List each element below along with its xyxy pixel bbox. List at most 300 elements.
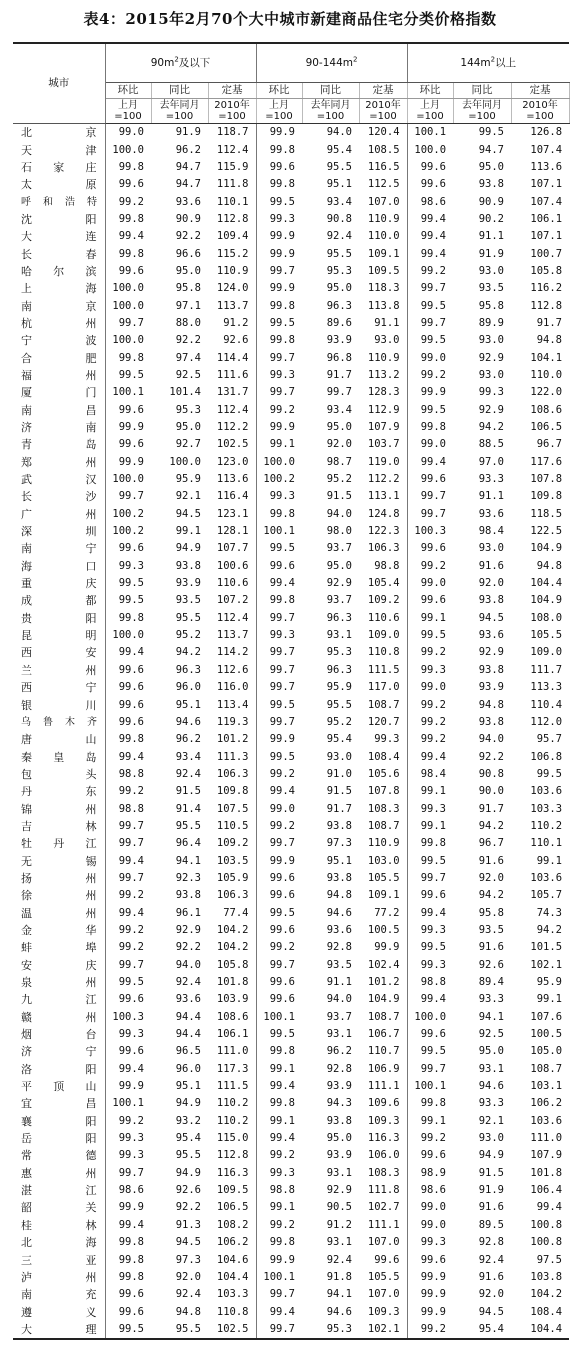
index-value-cell: 92.7 [175, 438, 201, 451]
index-value-cell: 100.1 [407, 1078, 453, 1095]
index-value-cell: 99.9 [256, 852, 302, 869]
index-value-cell: 104.9 [367, 993, 400, 1006]
city-name-cell: 长春 [13, 245, 105, 262]
base-header-cell: 2010年=100 [511, 99, 569, 124]
index-value-cell: 93.6 [175, 195, 201, 208]
table-row [13, 1009, 569, 1026]
index-value-cell: 99.5 [256, 696, 302, 713]
index-value-cell: 96.3 [326, 611, 352, 624]
index-value-cell: 99.4 [256, 1130, 302, 1147]
index-value-cell: 93.7 [326, 1010, 352, 1023]
table-row [13, 1303, 569, 1320]
index-value-cell: 99.6 [105, 991, 151, 1008]
index-value-cell: 105.8 [530, 264, 563, 277]
index-value-cell: 99.7 [407, 315, 453, 332]
index-value-cell: 99.1 [407, 1113, 453, 1130]
index-value-cell: 108.7 [367, 698, 400, 711]
city-name-cell: 济南 [13, 419, 105, 436]
index-value-cell: 93.6 [478, 629, 505, 642]
city-name-cell: 西宁 [13, 679, 105, 696]
table-row [13, 402, 569, 419]
table-row [13, 887, 569, 904]
index-value-cell: 100.1 [105, 1095, 151, 1112]
index-value-cell: 100.0 [105, 297, 151, 314]
index-value-cell: 93.1 [478, 1062, 505, 1075]
index-value-cell: 104.9 [530, 542, 563, 555]
table-row [13, 1147, 569, 1164]
index-value-cell: 95.3 [326, 264, 352, 277]
table-row [13, 384, 569, 401]
index-value-cell: 112.0 [530, 715, 563, 728]
index-value-cell: 99.4 [256, 575, 302, 592]
index-value-cell: 99.5 [256, 540, 302, 557]
index-value-cell: 112.9 [367, 403, 400, 416]
index-value-cell: 92.4 [175, 1288, 201, 1301]
index-value-cell: 112.2 [216, 421, 249, 434]
index-value-cell: 99.2 [256, 402, 302, 419]
index-value-cell: 106.1 [530, 212, 563, 225]
table-row [13, 575, 569, 592]
table-row [13, 679, 569, 696]
index-value-cell: 95.9 [326, 681, 352, 694]
index-value-cell: 99.0 [256, 800, 302, 817]
table-row [13, 471, 569, 488]
index-value-cell: 98.4 [478, 525, 505, 538]
index-value-cell: 119.0 [367, 455, 400, 468]
index-value-cell: 106.0 [367, 1149, 400, 1162]
index-value-cell: 101.8 [530, 1166, 563, 1179]
index-value-cell: 99.8 [407, 419, 453, 436]
index-value-cell: 100.0 [105, 332, 151, 349]
index-value-cell: 99.2 [105, 783, 151, 800]
city-name-cell: 郑州 [13, 454, 105, 471]
index-value-cell: 99.4 [256, 783, 302, 800]
index-value-cell: 99.3 [407, 957, 453, 974]
index-value-cell: 96.7 [478, 837, 505, 850]
index-value-cell: 95.0 [175, 421, 201, 434]
index-value-cell: 99.4 [407, 228, 453, 245]
index-value-cell: 99.5 [407, 939, 453, 956]
index-value-cell: 110.7 [367, 1045, 400, 1058]
index-value-cell: 115.9 [216, 160, 249, 173]
index-value-cell: 91.1 [326, 976, 352, 989]
index-value-cell: 99.7 [105, 1165, 151, 1182]
index-value-cell: 111.3 [216, 750, 249, 763]
index-value-cell: 100.1 [105, 384, 151, 401]
index-value-cell: 95.3 [326, 646, 352, 659]
index-value-cell: 111.8 [367, 1184, 400, 1197]
index-value-cell: 106.3 [216, 767, 249, 780]
index-value-cell: 100.0 [169, 455, 201, 468]
index-value-cell: 98.6 [105, 1182, 151, 1199]
index-value-cell: 99.5 [407, 332, 453, 349]
table-row [13, 488, 569, 505]
city-name-cell: 泸州 [13, 1269, 105, 1286]
table-row [13, 939, 569, 956]
index-value-cell: 92.1 [175, 490, 201, 503]
index-value-cell: 93.0 [478, 264, 505, 277]
city-name-cell: 北京 [13, 124, 105, 142]
table-row [13, 263, 569, 280]
index-value-cell: 99.3 [256, 367, 302, 384]
index-value-cell: 122.0 [530, 386, 563, 399]
index-value-cell: 95.2 [175, 629, 201, 642]
table-row [13, 1251, 569, 1268]
index-value-cell: 99.4 [105, 1061, 151, 1078]
index-value-cell: 99.5 [105, 974, 151, 991]
index-value-cell: 91.6 [478, 941, 505, 954]
city-name-cell: 惠州 [13, 1165, 105, 1182]
index-value-cell: 102.7 [367, 1201, 400, 1214]
base-header-cell: 上月=100 [256, 99, 302, 124]
index-value-cell: 103.7 [367, 438, 400, 451]
index-value-cell: 93.0 [374, 334, 400, 347]
index-value-cell: 99.2 [105, 1113, 151, 1130]
index-value-cell: 99.1 [256, 1061, 302, 1078]
index-value-cell: 94.9 [175, 542, 201, 555]
index-value-cell: 94.6 [326, 1305, 352, 1318]
index-value-cell: 107.0 [367, 1288, 400, 1301]
index-value-cell: 94.6 [326, 906, 352, 919]
index-value-cell: 99.5 [256, 748, 302, 765]
index-value-cell: 104.4 [530, 577, 563, 590]
index-value-cell: 93.0 [326, 750, 352, 763]
index-value-cell: 97.4 [175, 351, 201, 364]
index-value-cell: 91.5 [326, 785, 352, 798]
index-value-cell: 99.5 [256, 904, 302, 921]
index-value-cell: 92.9 [478, 403, 505, 416]
index-value-cell: 93.1 [326, 1236, 352, 1249]
index-value-cell: 99.3 [256, 488, 302, 505]
index-value-cell: 100.5 [530, 1028, 563, 1041]
index-value-cell: 99.8 [407, 835, 453, 852]
index-value-cell: 99.1 [256, 1113, 302, 1130]
index-value-cell: 99.8 [105, 159, 151, 176]
index-value-cell: 100.2 [105, 523, 151, 540]
index-value-cell: 99.3 [105, 1147, 151, 1164]
index-value-cell: 109.0 [530, 646, 563, 659]
table-row [13, 1043, 569, 1060]
index-value-cell: 94.0 [478, 733, 505, 746]
index-value-cell: 113.8 [367, 299, 400, 312]
index-value-cell: 95.2 [326, 715, 352, 728]
index-value-cell: 99.7 [256, 662, 302, 679]
index-value-cell: 109.3 [367, 1114, 400, 1127]
index-value-cell: 92.2 [175, 941, 201, 954]
index-value-cell: 111.0 [530, 1132, 563, 1145]
index-value-cell: 110.2 [530, 819, 563, 832]
index-value-cell: 99.4 [407, 454, 453, 471]
index-value-cell: 77.2 [374, 906, 400, 919]
index-value-cell: 89.5 [478, 1218, 505, 1231]
index-value-cell: 110.4 [530, 698, 563, 711]
index-value-cell: 115.0 [216, 1132, 249, 1145]
index-value-cell: 91.2 [326, 1218, 352, 1231]
index-value-cell: 113.6 [216, 473, 249, 486]
index-value-cell: 105.9 [216, 871, 249, 884]
index-value-cell: 91.6 [478, 559, 505, 572]
index-value-cell: 93.6 [326, 923, 352, 936]
index-value-cell: 99.3 [407, 1234, 453, 1251]
index-value-cell: 103.3 [216, 1288, 249, 1301]
index-value-cell: 104.2 [530, 1288, 563, 1301]
table-row [13, 228, 569, 245]
index-value-cell: 92.3 [175, 871, 201, 884]
index-value-cell: 108.7 [530, 1062, 563, 1075]
index-value-cell: 99.6 [407, 1251, 453, 1268]
table-row [13, 1061, 569, 1078]
index-value-cell: 99.1 [175, 525, 201, 538]
city-name-cell: 南京 [13, 297, 105, 314]
index-value-cell: 112.2 [367, 473, 400, 486]
index-value-cell: 100.0 [105, 141, 151, 158]
index-value-cell: 109.5 [216, 1184, 249, 1197]
index-value-cell: 99.7 [256, 644, 302, 661]
index-value-cell: 99.6 [407, 176, 453, 193]
city-name-cell: 温州 [13, 904, 105, 921]
index-value-cell: 95.0 [175, 264, 201, 277]
index-value-cell: 123.1 [216, 507, 249, 520]
index-value-cell: 92.8 [478, 1236, 505, 1249]
sub-header-cell: 同比 [453, 83, 511, 99]
index-value-cell: 99.8 [407, 1095, 453, 1112]
index-value-cell: 99.1 [256, 1199, 302, 1216]
index-value-cell: 105.4 [367, 577, 400, 590]
index-value-cell: 107.5 [216, 802, 249, 815]
index-value-cell: 99.5 [407, 402, 453, 419]
index-value-cell: 93.0 [478, 368, 505, 381]
index-value-cell: 102.1 [367, 1322, 400, 1335]
index-value-cell: 104.4 [216, 1270, 249, 1283]
index-value-cell: 93.1 [326, 1028, 352, 1041]
table-row [13, 176, 569, 193]
index-value-cell: 103.5 [216, 854, 249, 867]
index-value-cell: 99.9 [105, 454, 151, 471]
index-value-cell: 93.9 [326, 1149, 352, 1162]
table-row [13, 280, 569, 297]
table-row [13, 523, 569, 540]
index-value-cell: 98.6 [407, 193, 453, 210]
index-value-cell: 94.8 [536, 559, 563, 572]
index-value-cell: 99.6 [105, 540, 151, 557]
index-value-cell: 100.0 [256, 454, 302, 471]
index-value-cell: 99.4 [407, 245, 453, 262]
index-value-cell: 99.2 [105, 193, 151, 210]
index-value-cell: 99.7 [105, 818, 151, 835]
base-header-cell: 2010年=100 [208, 99, 256, 124]
index-value-cell: 95.0 [478, 160, 505, 173]
index-value-cell: 100.8 [530, 1236, 563, 1249]
index-value-cell: 128.3 [367, 386, 400, 399]
index-value-cell: 110.2 [216, 1114, 249, 1127]
index-value-cell: 92.1 [478, 1114, 505, 1127]
index-value-cell: 93.8 [478, 178, 505, 191]
index-value-cell: 91.7 [326, 368, 352, 381]
index-value-cell: 116.3 [367, 1132, 400, 1145]
index-value-cell: 99.9 [407, 1303, 453, 1320]
base-header-cell: 2010年=100 [359, 99, 407, 124]
sub-header-cell: 定基 [208, 83, 256, 99]
index-value-cell: 99.5 [478, 126, 505, 139]
index-value-cell: 99.8 [256, 141, 302, 158]
index-value-cell: 90.5 [326, 1201, 352, 1214]
index-value-cell: 91.1 [478, 490, 505, 503]
index-value-cell: 93.7 [326, 594, 352, 607]
index-value-cell: 91.8 [326, 1270, 352, 1283]
index-value-cell: 105.5 [367, 1270, 400, 1283]
index-value-cell: 109.8 [530, 490, 563, 503]
city-name-cell: 大连 [13, 228, 105, 245]
index-value-cell: 99.3 [105, 1130, 151, 1147]
index-value-cell: 116.4 [216, 490, 249, 503]
index-value-cell: 94.0 [326, 993, 352, 1006]
index-value-cell: 99.9 [407, 1286, 453, 1303]
index-value-cell: 99.2 [105, 922, 151, 939]
index-value-cell: 93.8 [175, 559, 201, 572]
index-value-cell: 94.5 [478, 611, 505, 624]
index-value-cell: 112.8 [530, 299, 563, 312]
city-name-cell: 北海 [13, 1234, 105, 1251]
table-row [13, 124, 569, 142]
index-value-cell: 99.5 [256, 193, 302, 210]
index-value-cell: 105.6 [367, 767, 400, 780]
index-value-cell: 95.5 [175, 819, 201, 832]
index-value-cell: 99.5 [105, 592, 151, 609]
index-value-cell: 93.9 [175, 577, 201, 590]
index-value-cell: 90.9 [175, 212, 201, 225]
index-value-cell: 100.6 [216, 559, 249, 572]
index-value-cell: 96.4 [175, 837, 201, 850]
index-value-cell: 99.7 [326, 386, 352, 399]
index-value-cell: 101.5 [530, 941, 563, 954]
index-value-cell: 99.1 [407, 783, 453, 800]
index-value-cell: 99.2 [105, 939, 151, 956]
index-value-cell: 92.2 [175, 1201, 201, 1214]
index-value-cell: 92.9 [478, 351, 505, 364]
index-value-cell: 99.6 [256, 991, 302, 1008]
table-row [13, 592, 569, 609]
index-value-cell: 93.8 [478, 594, 505, 607]
index-value-cell: 100.7 [530, 247, 563, 260]
index-value-cell: 99.8 [105, 245, 151, 262]
table-row [13, 558, 569, 575]
index-value-cell: 94.5 [478, 1305, 505, 1318]
index-value-cell: 95.0 [326, 282, 352, 295]
index-value-cell: 99.9 [256, 245, 302, 262]
index-value-cell: 103.8 [530, 1270, 563, 1283]
index-value-cell: 118.7 [216, 126, 249, 139]
index-value-cell: 106.7 [367, 1028, 400, 1041]
index-value-cell: 90.8 [326, 212, 352, 225]
index-value-cell: 88.5 [478, 438, 505, 451]
index-value-cell: 103.6 [530, 871, 563, 884]
index-value-cell: 94.6 [175, 715, 201, 728]
index-value-cell: 96.2 [175, 143, 201, 156]
index-value-cell: 111.5 [216, 1080, 249, 1093]
index-value-cell: 107.6 [530, 1010, 563, 1023]
index-value-cell: 113.2 [367, 368, 400, 381]
index-value-cell: 99.9 [256, 124, 302, 142]
index-value-cell: 93.3 [478, 473, 505, 486]
index-value-cell: 97.3 [326, 837, 352, 850]
city-name-cell: 福州 [13, 367, 105, 384]
index-value-cell: 112.4 [216, 143, 249, 156]
index-value-cell: 95.8 [478, 906, 505, 919]
index-value-cell: 99.3 [105, 1026, 151, 1043]
table-row [13, 1095, 569, 1112]
index-value-cell: 100.0 [407, 1009, 453, 1026]
index-value-cell: 118.3 [367, 282, 400, 295]
index-value-cell: 111.5 [367, 663, 400, 676]
index-value-cell: 94.9 [175, 1097, 201, 1110]
index-value-cell: 92.5 [175, 368, 201, 381]
table-row [13, 1217, 569, 1234]
index-value-cell: 103.0 [367, 854, 400, 867]
city-name-cell: 南宁 [13, 540, 105, 557]
index-value-cell: 99.6 [407, 1026, 453, 1043]
table-row [13, 419, 569, 436]
index-value-cell: 99.2 [407, 731, 453, 748]
index-value-cell: 110.5 [216, 819, 249, 832]
index-value-cell: 100.0 [105, 471, 151, 488]
index-value-cell: 94.4 [175, 1010, 201, 1023]
index-value-cell: 99.9 [256, 280, 302, 297]
index-value-cell: 106.8 [530, 750, 563, 763]
index-value-cell: 107.4 [530, 195, 563, 208]
table-row [13, 1130, 569, 1147]
index-value-cell: 98.0 [326, 525, 352, 538]
index-value-cell: 99.6 [105, 662, 151, 679]
index-value-cell: 95.1 [175, 698, 201, 711]
index-value-cell: 104.4 [530, 1322, 563, 1335]
index-value-cell: 99.4 [407, 748, 453, 765]
index-value-cell: 99.8 [256, 1234, 302, 1251]
city-name-cell: 沈阳 [13, 211, 105, 228]
index-value-cell: 113.7 [216, 629, 249, 642]
index-value-cell: 99.5 [407, 297, 453, 314]
index-value-cell: 114.2 [216, 646, 249, 659]
index-value-cell: 103.9 [216, 993, 249, 1006]
index-value-cell: 95.9 [175, 473, 201, 486]
index-value-cell: 95.8 [478, 299, 505, 312]
index-value-cell: 95.5 [326, 160, 352, 173]
group-header-large: $144m^2$以上 [407, 43, 569, 83]
index-value-cell: 107.9 [530, 1149, 563, 1162]
index-value-cell: 99.1 [536, 854, 563, 867]
table-row [13, 1165, 569, 1182]
index-value-cell: 110.1 [216, 195, 249, 208]
index-value-cell: 93.6 [175, 993, 201, 1006]
table-row [13, 731, 569, 748]
index-value-cell: 92.2 [478, 750, 505, 763]
index-value-cell: 110.9 [216, 264, 249, 277]
index-value-cell: 94.2 [478, 819, 505, 832]
city-name-cell: 重庆 [13, 575, 105, 592]
index-value-cell: 126.8 [530, 126, 563, 139]
index-value-cell: 95.1 [326, 178, 352, 191]
index-value-cell: 91.0 [326, 767, 352, 780]
index-value-cell: 95.0 [478, 1045, 505, 1058]
index-value-cell: 96.2 [326, 1045, 352, 1058]
index-value-cell: 108.6 [216, 1010, 249, 1023]
index-value-cell: 91.5 [175, 785, 201, 798]
index-value-cell: 99.6 [256, 887, 302, 904]
city-name-cell: 蚌埠 [13, 939, 105, 956]
index-value-cell: 117.3 [216, 1062, 249, 1075]
index-value-cell: 91.7 [536, 316, 563, 329]
index-value-cell: 99.7 [105, 957, 151, 974]
index-value-cell: 112.4 [216, 611, 249, 624]
